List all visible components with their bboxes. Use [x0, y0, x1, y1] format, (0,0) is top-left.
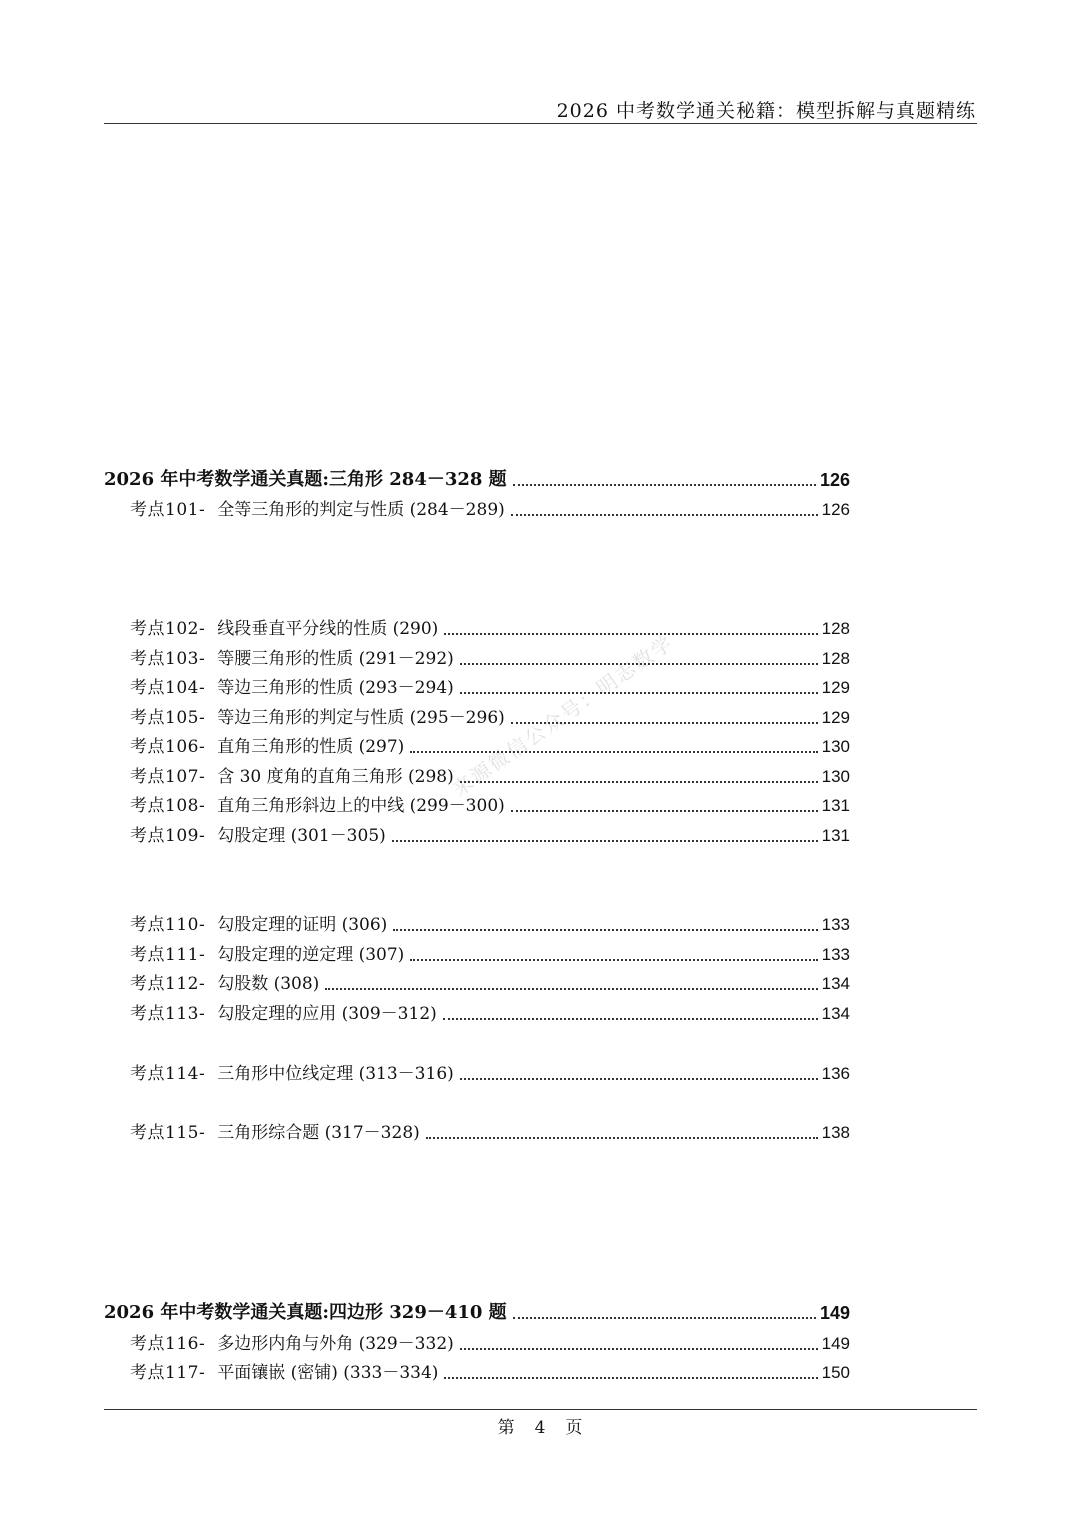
toc-item-code: 考点115- — [130, 1123, 206, 1143]
toc-item-label — [130, 1331, 454, 1357]
toc-item-code: 考点108- — [130, 796, 206, 816]
dot-leader — [460, 781, 818, 783]
page-footer — [0, 1413, 1080, 1438]
toc-item-label — [130, 497, 505, 523]
toc-item-title: 三角形中位线定理 (313－316) — [217, 1064, 454, 1084]
toc-page-number: 136 — [821, 1064, 850, 1083]
toc-item-109[interactable] — [130, 823, 850, 849]
toc-page-number: 129 — [821, 708, 850, 727]
toc-item-114[interactable] — [130, 1061, 850, 1087]
toc-item-111[interactable] — [130, 942, 850, 968]
dot-leader — [460, 663, 818, 665]
toc-item-113[interactable] — [130, 1001, 850, 1027]
page-header: 2026 中考数学通关秘籍：模型拆解与真题精练 — [556, 100, 976, 122]
dot-leader — [460, 1348, 818, 1350]
toc-item-code: 考点106- — [130, 737, 206, 757]
toc-item-title: 直角三角形斜边上的中线 (299－300) — [217, 796, 505, 816]
toc-item-117[interactable] — [130, 1360, 850, 1386]
toc-item-103[interactable] — [130, 646, 850, 672]
toc-item-code: 考点112- — [130, 974, 206, 994]
toc-page-number: 133 — [821, 915, 850, 934]
toc-item-label — [130, 1360, 438, 1386]
toc-page-number: 138 — [821, 1123, 850, 1142]
toc-page-number: 149 — [821, 1334, 850, 1353]
toc-page-number: 131 — [821, 826, 850, 845]
toc-page-number: 150 — [821, 1363, 850, 1382]
watermark: 来源微信公众号：明志数学 — [447, 630, 678, 802]
dot-leader — [444, 1377, 817, 1379]
toc-item-title: 勾股定理的证明 (306) — [217, 915, 388, 935]
toc-item-105[interactable] — [130, 705, 850, 731]
header-rule — [104, 123, 977, 124]
toc-item-112[interactable] — [130, 971, 850, 997]
toc-page-number: 130 — [821, 767, 850, 786]
toc-item-115[interactable] — [130, 1120, 850, 1146]
toc-item-code: 考点103- — [130, 649, 206, 669]
toc-page-number: 131 — [821, 796, 850, 815]
toc-item-label — [130, 616, 438, 642]
toc-item-label — [130, 1061, 454, 1087]
toc-item-code: 考点101- — [130, 500, 206, 520]
toc-page-number: 128 — [821, 619, 850, 638]
dot-leader — [325, 988, 817, 990]
dot-leader — [513, 484, 816, 486]
dot-leader — [410, 959, 817, 961]
toc-item-110[interactable] — [130, 912, 850, 938]
toc-item-title: 勾股定理 (301－305) — [217, 826, 386, 846]
dot-leader — [393, 929, 817, 931]
dot-leader — [444, 633, 817, 635]
toc-item-title: 勾股定理的应用 (309－312) — [217, 1004, 437, 1024]
toc-item-title: 多边形内角与外角 (329－332) — [217, 1334, 454, 1354]
toc-page-number: 134 — [821, 974, 850, 993]
toc-item-label — [130, 912, 387, 938]
toc-item-title: 平面镶嵌 (密铺) (333－334) — [217, 1363, 439, 1383]
toc-item-title: 等边三角形的判定与性质 (295－296) — [217, 708, 505, 728]
dot-leader — [460, 692, 818, 694]
toc-page-number: 126 — [821, 500, 850, 519]
toc-item-label — [130, 705, 505, 731]
dot-leader — [511, 810, 818, 812]
dot-leader — [426, 1137, 818, 1139]
toc-item-101[interactable] — [130, 497, 850, 523]
toc-item-code: 考点117- — [130, 1363, 206, 1383]
toc-item-label — [130, 823, 386, 849]
toc-page-number: 128 — [821, 649, 850, 668]
toc-item-108[interactable] — [130, 793, 850, 819]
toc-page-number: 126 — [819, 470, 850, 490]
toc-item-title: 全等三角形的判定与性质 (284－289) — [217, 500, 505, 520]
toc-item-label — [130, 675, 454, 701]
toc-item-title: 等边三角形的性质 (293－294) — [217, 678, 454, 698]
dot-leader — [460, 1078, 818, 1080]
toc-item-label — [130, 734, 404, 760]
footer-prefix: 第 — [497, 1418, 515, 1438]
toc-item-116[interactable] — [130, 1331, 850, 1357]
toc-item-code: 考点107- — [130, 767, 206, 787]
toc-chapter-triangle[interactable] — [104, 467, 850, 493]
toc-item-code: 考点113- — [130, 1004, 206, 1024]
dot-leader — [513, 1317, 816, 1319]
toc-item-code: 考点104- — [130, 678, 206, 698]
toc-item-title: 等腰三角形的性质 (291－292) — [217, 649, 454, 669]
toc-item-title: 直角三角形的性质 (297) — [217, 737, 405, 757]
dot-leader — [443, 1018, 818, 1020]
toc-item-102[interactable] — [130, 616, 850, 642]
toc-item-title: 三角形综合题 (317－328) — [217, 1123, 420, 1143]
toc-page-number: 133 — [821, 945, 850, 964]
dot-leader — [392, 840, 818, 842]
toc-item-title: 勾股定理的逆定理 (307) — [217, 945, 405, 965]
toc-chapter-title: 2026 年中考数学通关真题:三角形 284－328 题 — [104, 469, 507, 490]
dot-leader — [511, 722, 818, 724]
toc-item-label — [130, 1001, 437, 1027]
toc-item-label — [130, 793, 505, 819]
toc-item-code: 考点116- — [130, 1334, 206, 1354]
toc-item-code: 考点111- — [130, 945, 206, 965]
toc-item-label — [130, 646, 454, 672]
toc-item-code: 考点105- — [130, 708, 206, 728]
toc-item-label — [130, 764, 454, 790]
page-number: 4 — [534, 1418, 546, 1438]
toc-item-code: 考点102- — [130, 619, 206, 639]
toc-page-number: 149 — [819, 1303, 850, 1323]
toc-item-code: 考点114- — [130, 1064, 206, 1084]
toc-item-title: 勾股数 (308) — [217, 974, 320, 994]
toc-page-number: 134 — [821, 1004, 850, 1023]
toc-item-107[interactable] — [130, 764, 850, 790]
footer-rule — [104, 1409, 977, 1410]
toc-item-code: 考点109- — [130, 826, 206, 846]
toc-item-title: 线段垂直平分线的性质 (290) — [217, 619, 439, 639]
toc-item-label — [130, 1120, 420, 1146]
toc-page-number: 130 — [821, 737, 850, 756]
dot-leader — [511, 514, 818, 516]
toc-item-title: 含 30 度角的直角三角形 (298) — [217, 767, 454, 787]
footer-suffix: 页 — [565, 1418, 583, 1438]
toc-item-106[interactable] — [130, 734, 850, 760]
toc-item-104[interactable] — [130, 675, 850, 701]
dot-leader — [410, 751, 817, 753]
toc-chapter-quadrilateral[interactable] — [104, 1300, 850, 1326]
toc-page-number: 129 — [821, 678, 850, 697]
toc-chapter-title: 2026 年中考数学通关真题:四边形 329－410 题 — [104, 1302, 507, 1323]
toc-item-label — [130, 942, 404, 968]
toc-item-label — [130, 971, 319, 997]
toc-item-code: 考点110- — [130, 915, 206, 935]
